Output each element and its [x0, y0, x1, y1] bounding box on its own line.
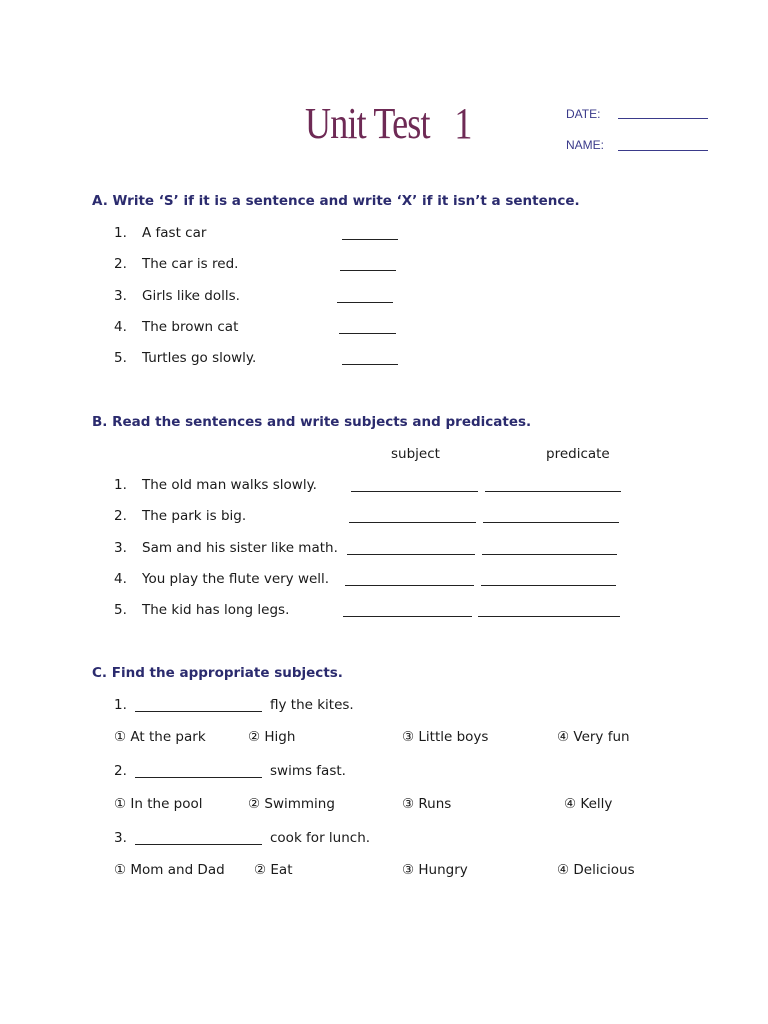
option-3[interactable]: ③ Runs [402, 796, 452, 812]
option-2[interactable]: ② Eat [254, 862, 293, 878]
section-c-heading: C. Find the appropriate subjects. [92, 665, 343, 681]
subject-blank[interactable] [349, 522, 476, 523]
section-b-item-number: 3. [114, 540, 127, 556]
page-title [305, 98, 472, 149]
option-1[interactable]: ① Mom and Dad [114, 862, 225, 878]
section-b-item-text: Sam and his sister like math. [142, 540, 338, 556]
title-number: 1 [454, 99, 472, 148]
predicate-blank[interactable] [483, 522, 619, 523]
subject-blank[interactable] [351, 491, 478, 492]
date-field[interactable] [618, 118, 708, 119]
section-a-item-number: 4. [114, 319, 127, 335]
section-a-item-text: Turtles go slowly. [142, 350, 257, 366]
option-2[interactable]: ② Swimming [248, 796, 335, 812]
section-a-item-text: The brown cat [142, 319, 239, 335]
subject-column-header: subject [391, 446, 440, 462]
subject-blank[interactable] [343, 616, 472, 617]
section-b-item-number: 5. [114, 602, 127, 618]
option-2[interactable]: ② High [248, 729, 296, 745]
section-a-answer-blank[interactable] [337, 302, 393, 303]
section-c-question-text: fly the kites. [270, 697, 354, 713]
predicate-blank[interactable] [485, 491, 621, 492]
section-a-item-number: 2. [114, 256, 127, 272]
section-c-question-number: 1. [114, 697, 127, 713]
name-field[interactable] [618, 150, 708, 151]
section-b-item-number: 1. [114, 477, 127, 493]
date-label: DATE: [566, 107, 601, 121]
section-b-item-number: 4. [114, 571, 127, 587]
section-a-item-text: A fast car [142, 225, 207, 241]
predicate-column-header: predicate [546, 446, 610, 462]
option-1[interactable]: ① At the park [114, 729, 206, 745]
section-a-answer-blank[interactable] [340, 270, 396, 271]
section-c-question-number: 2. [114, 763, 127, 779]
section-a-answer-blank[interactable] [342, 239, 398, 240]
section-c-answer-blank[interactable] [135, 711, 262, 712]
section-c-question-text: cook for lunch. [270, 830, 371, 846]
section-c-question-number: 3. [114, 830, 127, 846]
section-b-heading: B. Read the sentences and write subjects and predicates. [92, 414, 532, 430]
section-c-answer-blank[interactable] [135, 844, 262, 845]
section-a-answer-blank[interactable] [339, 333, 396, 334]
section-b-item-text: The old man walks slowly. [142, 477, 317, 493]
option-4[interactable]: ④ Very fun [557, 729, 630, 745]
section-b-item-text: The kid has long legs. [142, 602, 290, 618]
option-3[interactable]: ③ Little boys [402, 729, 489, 745]
predicate-blank[interactable] [481, 585, 616, 586]
section-a-heading: A. Write ‘S’ if it is a sentence and write ‘X’ if it isn’t a sentence. [92, 193, 580, 209]
option-1[interactable]: ① In the pool [114, 796, 203, 812]
section-a-item-text: The car is red. [142, 256, 239, 272]
option-3[interactable]: ③ Hungry [402, 862, 468, 878]
subject-blank[interactable] [345, 585, 474, 586]
section-b-item-number: 2. [114, 508, 127, 524]
section-b-item-text: You play the flute very well. [142, 571, 330, 587]
section-c-answer-blank[interactable] [135, 777, 262, 778]
option-4[interactable]: ④ Kelly [564, 796, 613, 812]
section-a-item-number: 1. [114, 225, 127, 241]
section-a-answer-blank[interactable] [342, 364, 398, 365]
section-a-item-text: Girls like dolls. [142, 288, 240, 304]
section-a-item-number: 5. [114, 350, 127, 366]
name-label: NAME: [566, 138, 605, 152]
section-a-item-number: 3. [114, 288, 127, 304]
section-b-item-text: The park is big. [142, 508, 247, 524]
subject-blank[interactable] [347, 554, 475, 555]
predicate-blank[interactable] [478, 616, 620, 617]
title-text: Unit Test [305, 99, 430, 148]
predicate-blank[interactable] [482, 554, 617, 555]
option-4[interactable]: ④ Delicious [557, 862, 635, 878]
section-c-question-text: swims fast. [270, 763, 346, 779]
